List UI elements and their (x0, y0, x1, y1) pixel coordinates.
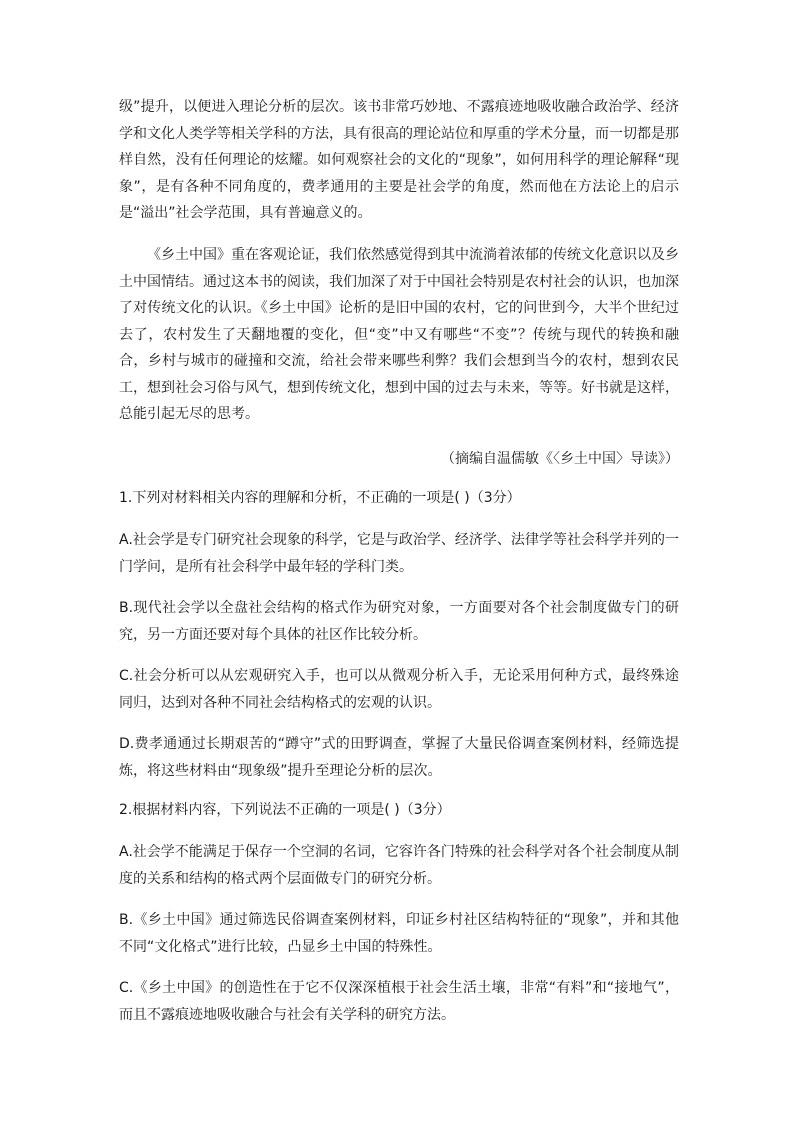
answer-option: C.社会分析可以从宏观研究入手，也可以从微观分析入手，无论采用何种方式，最终殊途同归，达到对各种不同社会结构格式的宏观的认识。 (119, 668, 679, 711)
answer-option: C.《乡土中国》的创造性在于它不仅深深植根于社会生活土壤，非常“有料”和“接地气”，而且不露痕迹地吸收融合与社会有关学科的研究方法。 (119, 980, 679, 1023)
body-paragraph: 级”提升，以便进入理论分析的层次。该书非常巧妙地、不露痕迹地吸收融合政治学、经济学和文化人类学等相关学科的方法，具有很高的理论站位和厚重的学术分量，而一切都是那样自然，没有任何理论的炫耀。如何观察社会的文化的“现象”，如何用科学的理论解释“现象”，是有各种不同角度的，费孝通用的主要是社会学的角度，然而他在方法论上的启示是“溢出”社会学范围，具有普遍意义的。 (119, 99, 679, 221)
answer-option: B.《乡土中国》通过筛选民俗调查案例材料，印证乡村社区结构特征的“现象”，并和其他不同“文化格式”进行比较，凸显乡土中国的特殊性。 (119, 912, 679, 955)
answer-option: D.费孝通通过长期艰苦的“蹲守”式的田野调查，掌握了大量民俗调查案例材料，经筛选提炼，将这些材料由“现象级”提升至理论分析的层次。 (119, 736, 679, 779)
question-stem: 1.下列对材料相关内容的理解和分析，不正确的一项是( )（3分） (119, 490, 521, 506)
body-paragraph: 《乡土中国》重在客观论证，我们依然感觉得到其中流淌着浓郁的传统文化意识以及乡土中国情结。通过这本书的阅读，我们加深了对于中国社会特别是农村社会的认识，也加深了对传统文化的认识。《乡土中国》论析的是旧中国的农村，它的问世到今，大半个世纪过去了，农村发生了天翻地覆的变化，但“变”中又有哪些“不变”？传统与现代的转换和融合，乡村与城市的碰撞和交流，给社会带来哪些利弊？我们会想到当今的农村，想到农民工，想到社会习俗与风气，想到传统文化，想到中国的过去与未来，等等。好书就是这样，总能引起无尽的思考。 (119, 247, 679, 422)
answer-option: B.现代社会学以全盘社会结构的格式作为研究对象，一方面要对各个社会制度做专门的研究，另一方面还要对每个具体的社区作比较分析。 (119, 600, 679, 643)
source-citation: （摘编自温儒敏《〈乡土中国〉导读》） (441, 451, 679, 467)
question-stem: 2.根据材料内容，下列说法不正确的一项是( )（3分） (119, 802, 451, 818)
answer-option: A.社会学是专门研究社会现象的科学，它是与政治学、经济学、法律学等社会科学并列的一门学问，是所有社会科学中最年轻的学科门类。 (119, 532, 679, 575)
answer-option: A.社会学不能满足于保存一个空洞的名词，它容许各门特殊的社会科学对各个社会制度从制度的关系和结构的格式两个层面做专门的研究分析。 (119, 844, 679, 887)
